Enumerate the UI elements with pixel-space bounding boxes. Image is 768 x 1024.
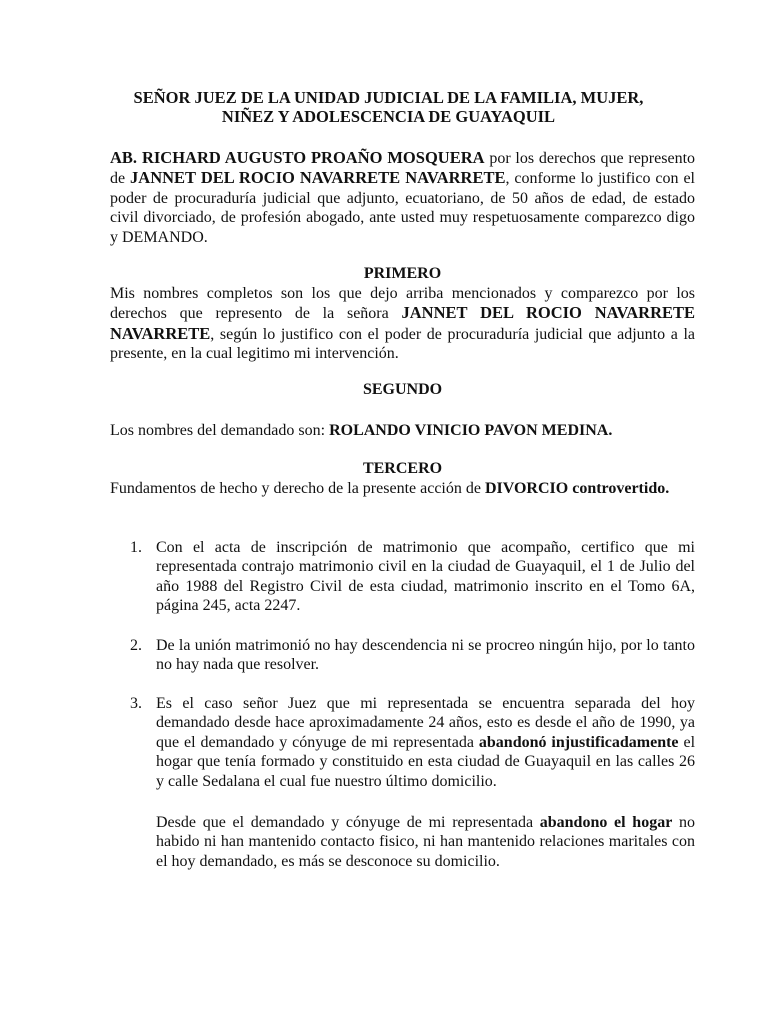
list-number-2: 2. bbox=[130, 637, 142, 654]
heading-tercero: TERCERO bbox=[362, 460, 443, 477]
segundo-paragraph bbox=[110, 421, 695, 440]
tercero-paragraph bbox=[110, 479, 695, 498]
heading-primero: PRIMERO bbox=[363, 265, 442, 282]
tercero-text: Fundamentos de hecho y derecho de la presente acción de bbox=[110, 480, 485, 497]
primero-paragraph bbox=[110, 284, 695, 364]
intro-text-1: por los derechos que represento de bbox=[110, 150, 696, 188]
list-text-2: De la unión matrimonió no hay descendencia ni se procreo ningún hijo, por lo tanto no hay nada que resolver. bbox=[156, 637, 695, 674]
item3-bold: abandonó injustificadamente bbox=[478, 733, 679, 751]
item3-sub-text-1: Desde que el demandado y cónyuge de mi representada bbox=[156, 814, 540, 831]
intro-text-2: , conforme lo justifico con el poder de procuraduría judicial que adjunto, ecuatoriano, de 50 años de edad, de estado civil divorciado, de profesión abogado, ante usted muy respetuosamente comparezco digo y DEMANDO. bbox=[110, 170, 695, 246]
list-number-3: 3. bbox=[130, 695, 142, 712]
heading-segundo: SEGUNDO bbox=[362, 381, 443, 398]
item3-sub-bold: abandono el hogar bbox=[539, 814, 673, 831]
segundo-text: Los nombres del demandado son: bbox=[110, 422, 330, 439]
item3-sub-paragraph bbox=[156, 813, 695, 871]
primero-text-1: Mis nombres completos son los que dejo arriba mencionados y comparezco por los derechos que represento de la señora bbox=[110, 285, 695, 323]
tercero-bold: DIVORCIO controvertido. bbox=[484, 480, 670, 497]
title-line-1: SEÑOR JUEZ DE LA UNIDAD JUDICIAL DE LA FAMILIA, MUJER, bbox=[133, 88, 644, 107]
primero-text-2: , según lo justifico con el poder de procuraduría judicial que adjunto a la presente, en la cual legitimo mi intervención. bbox=[110, 325, 695, 363]
item3-text-2: el hogar que tenía formado y constituido en esta ciudad de Guayaquil en las calles 26 y calle Sedalana el cual fue nuestro último domicilio. bbox=[156, 733, 696, 790]
list-text-3 bbox=[156, 694, 695, 791]
list-text-1: Con el acta de inscripción de matrimonio que acompaño, certifico que mi representada contrajo matrimonio civil en la ciudad de Guayaquil, el 1 de Julio del año 1988 del Registro Civil de esta ciudad, matrimonio inscrito en el Tomo 6A, página 245, acta 2247. bbox=[156, 539, 695, 615]
item3-sub-text-2: no habido ni han mantenido contacto fisico, ni han mantenido relaciones maritales con el hoy demandado, es más se desconoce su domicilio. bbox=[156, 814, 695, 870]
title-line-2: NIÑEZ Y ADOLESCENCIA DE GUAYAQUIL bbox=[221, 107, 556, 126]
primero-client-name: JANNET DEL ROCIO NAVARRETE NAVARRETE bbox=[110, 303, 696, 343]
list-number-1: 1. bbox=[130, 539, 142, 556]
attorney-name: AB. RICHARD AUGUSTO PROAÑO MOSQUERA bbox=[110, 148, 485, 167]
item3-text-1: Es el caso señor Juez que mi representada se encuentra separada del hoy demandado desde hace aproximadamente 24 años, esto es desde el año de 1990, ya que el demandado y cónyuge de mi representada bbox=[156, 695, 695, 751]
client-name: JANNET DEL ROCIO NAVARRETE NAVARRETE bbox=[130, 168, 506, 188]
defendant-name: ROLANDO VINICIO PAVON MEDINA. bbox=[329, 422, 613, 439]
document-title bbox=[96, 88, 681, 126]
intro-paragraph bbox=[110, 148, 695, 247]
